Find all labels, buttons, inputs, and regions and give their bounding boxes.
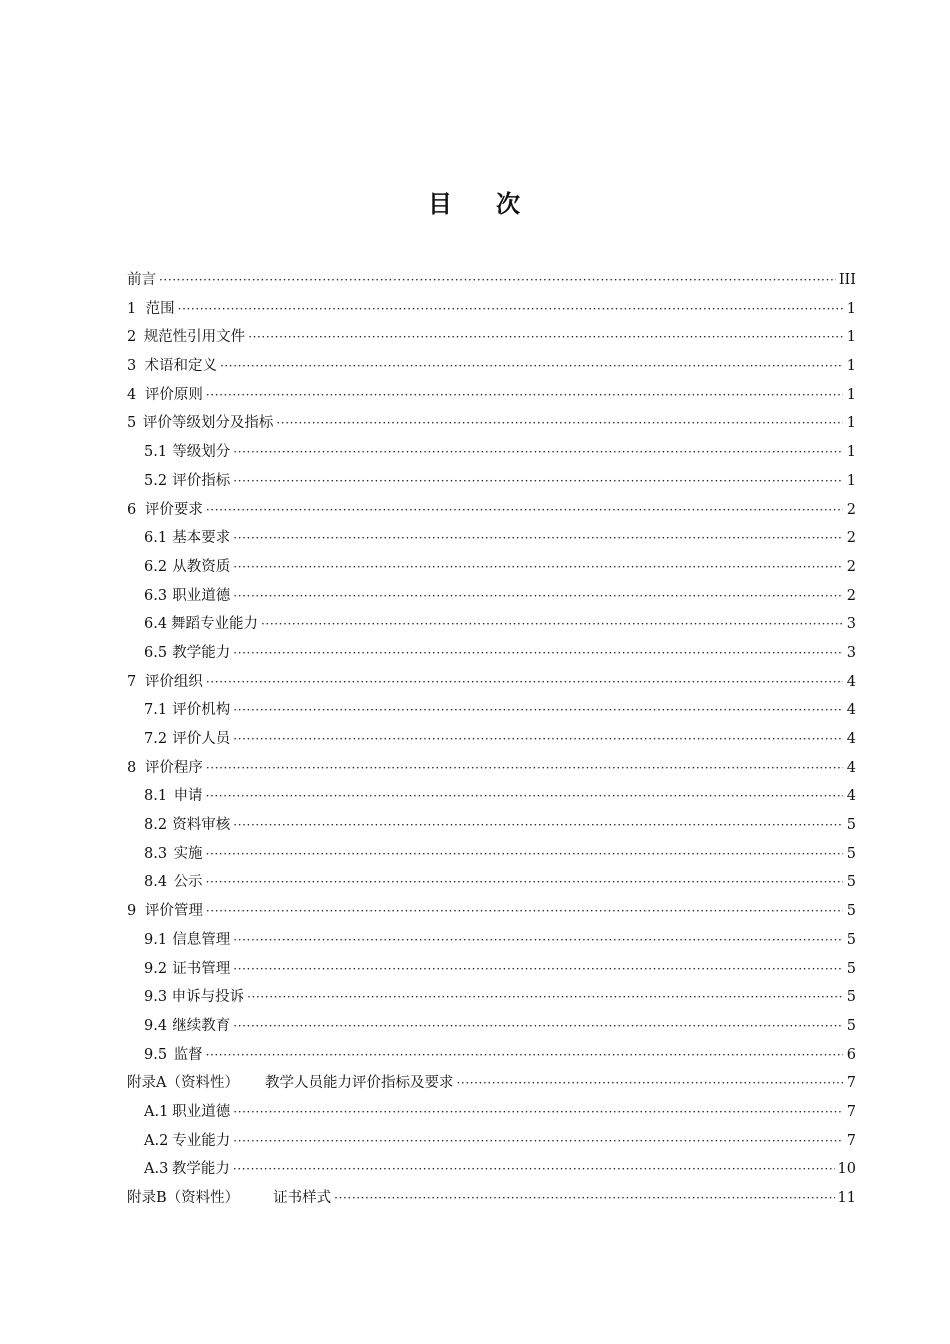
toc-entry-label: 申诉与投诉 (171, 989, 245, 1006)
toc-entry-label: 评价机构 (172, 702, 231, 719)
toc-entry-label: 信息管理 (172, 931, 231, 948)
toc-entry-label: 评价要求 (144, 501, 203, 518)
toc-entry-number: 6.2 (144, 558, 168, 575)
toc-entry-number: 附录B（资料性） (127, 1190, 240, 1206)
toc-leader-dots (276, 409, 843, 438)
toc-entry-page: 2 (846, 530, 856, 547)
toc-leader-dots (206, 754, 843, 783)
toc-leader-dots (233, 1155, 835, 1184)
toc-entry-page: 5 (846, 845, 856, 862)
toc-entry[interactable] (127, 295, 857, 324)
toc-entry-number: 3 (127, 358, 137, 375)
toc-entry[interactable] (127, 1184, 857, 1213)
toc-entry[interactable] (127, 983, 857, 1012)
toc-entry-page: 4 (846, 731, 856, 747)
toc-entry-number: 5 (127, 415, 137, 432)
toc-entry[interactable] (127, 1127, 857, 1156)
toc-entry-label: 评价原则 (144, 386, 203, 403)
toc-entry-number: 6.1 (144, 530, 168, 547)
toc-entry[interactable] (127, 553, 857, 582)
toc-entry-label: 证书管理 (172, 960, 231, 977)
toc-entry-number: 6.4 (144, 616, 168, 633)
toc-entry-number: 9.4 (144, 1017, 168, 1034)
toc-entry-page: 2 (846, 587, 856, 604)
toc-leader-dots (233, 811, 843, 840)
page-title-part1: 目 (428, 190, 454, 218)
toc-entry-label: 监督 (173, 1046, 203, 1063)
toc-entry-label: 评价管理 (144, 903, 203, 920)
toc-entry-number: 7.1 (144, 702, 168, 719)
page-title (0, 186, 950, 222)
toc-entry-label: 公示 (173, 874, 203, 891)
toc-entry-label: 规范性引用文件 (143, 329, 246, 346)
toc-entry-number: A.1 (144, 1103, 169, 1120)
toc-leader-dots (233, 438, 843, 467)
toc-entry-number: 9.1 (144, 931, 168, 948)
toc-leader-dots (261, 610, 843, 639)
toc-entry-page: 1 (846, 386, 856, 403)
toc-entry[interactable] (127, 897, 857, 926)
toc-leader-dots (334, 1184, 834, 1213)
toc-entry-label: 教学能力 (171, 1161, 230, 1178)
toc-entry-page: 3 (846, 644, 856, 661)
toc-entry-number: 6 (127, 501, 137, 518)
toc-leader-dots (178, 295, 843, 324)
toc-entry-page: 5 (846, 1017, 856, 1034)
toc-leader-dots (206, 381, 843, 410)
toc-entry[interactable] (127, 668, 857, 697)
toc-entry-label: 职业道德 (172, 1103, 231, 1120)
toc-entry[interactable] (127, 582, 857, 611)
toc-entry-number: 6.3 (144, 587, 168, 604)
toc-entry[interactable] (127, 639, 857, 668)
toc-entry-page: 1 (846, 472, 856, 489)
toc-entry-label: 范围 (145, 300, 175, 317)
toc-leader-dots (248, 323, 843, 352)
toc-entry-page: 5 (846, 960, 856, 977)
toc-entry[interactable] (127, 1012, 857, 1041)
toc-leader-dots (233, 926, 843, 955)
toc-entry-page: 5 (846, 931, 856, 948)
toc-entry[interactable] (127, 926, 857, 955)
toc-entry-number: 9.3 (144, 989, 168, 1006)
toc-entry[interactable] (127, 266, 857, 295)
toc-entry[interactable] (127, 811, 857, 840)
toc-entry[interactable] (127, 696, 857, 725)
toc-entry[interactable] (127, 352, 857, 381)
toc-entry-number: 8.2 (144, 817, 168, 834)
toc-entry-label: 评价等级划分及指标 (142, 415, 274, 432)
toc-leader-dots (233, 1098, 843, 1127)
toc-entry-page: 4 (846, 702, 856, 719)
toc-entry-number: 8.4 (144, 874, 168, 891)
toc-entry-page: 1 (846, 415, 856, 432)
toc-entry[interactable] (127, 467, 857, 496)
toc-entry-label: 教学人员能力评价指标及要求 (264, 1075, 454, 1092)
toc-leader-dots (233, 524, 843, 553)
toc-entry-label: 从教资质 (172, 558, 231, 575)
table-of-contents (127, 266, 857, 1213)
toc-leader-dots (206, 496, 843, 525)
toc-entry-number: 8.3 (144, 845, 168, 862)
toc-entry-page: 5 (846, 903, 856, 920)
toc-entry-label: 申请 (173, 788, 203, 805)
toc-entry-page: 4 (846, 788, 856, 805)
toc-entry-number: 6.5 (144, 644, 168, 661)
toc-entry-page: 3 (846, 616, 856, 633)
toc-entry-page: 2 (846, 501, 856, 518)
toc-leader-dots (206, 668, 843, 697)
toc-entry[interactable] (127, 840, 857, 869)
toc-entry-page: III (838, 272, 856, 288)
toc-entry-number: 7 (127, 673, 137, 690)
toc-leader-dots (159, 266, 836, 295)
toc-entry-page: 6 (846, 1046, 856, 1063)
toc-entry-number: 9.5 (144, 1046, 168, 1063)
toc-entry[interactable] (127, 438, 857, 467)
toc-leader-dots (233, 725, 843, 754)
toc-entry[interactable] (127, 1069, 857, 1098)
toc-entry-page: 5 (846, 874, 856, 891)
toc-entry-number: 5.1 (144, 444, 168, 461)
toc-entry[interactable] (127, 610, 857, 639)
toc-entry-number: 4 (127, 386, 137, 403)
toc-entry-page: 7 (846, 1075, 856, 1092)
toc-entry[interactable] (127, 955, 857, 984)
toc-entry[interactable] (127, 409, 857, 438)
toc-leader-dots (233, 582, 843, 611)
toc-entry-label: 评价程序 (144, 759, 203, 776)
toc-entry-label: 职业道德 (172, 587, 231, 604)
toc-leader-dots (206, 1041, 843, 1070)
toc-entry-page: 2 (846, 558, 856, 575)
toc-entry-number: 2 (127, 329, 137, 346)
toc-entry[interactable] (127, 782, 857, 811)
toc-entry[interactable] (127, 496, 857, 525)
toc-entry-number: A.3 (144, 1161, 169, 1178)
toc-entry-page: 1 (846, 444, 856, 461)
toc-entry[interactable] (127, 1041, 857, 1070)
toc-entry-page: 5 (846, 989, 856, 1006)
toc-entry-page: 7 (846, 1132, 856, 1149)
toc-entry[interactable] (127, 524, 857, 553)
toc-entry-page: 10 (837, 1161, 856, 1178)
toc-entry[interactable] (127, 381, 857, 410)
toc-entry-page: 1 (846, 329, 856, 346)
toc-entry[interactable] (127, 868, 857, 897)
toc-entry-label: 等级划分 (172, 444, 231, 461)
toc-entry-page: 4 (846, 759, 856, 776)
toc-entry-page: 5 (846, 817, 856, 834)
toc-leader-dots (206, 897, 843, 926)
toc-entry-number: 9 (127, 903, 137, 920)
toc-entry[interactable] (127, 725, 857, 754)
toc-entry-number: 附录A（资料性） (127, 1075, 239, 1092)
toc-entry-number: A.2 (144, 1132, 169, 1149)
toc-entry-label: 教学能力 (172, 644, 231, 661)
toc-entry-page: 7 (846, 1103, 856, 1120)
toc-leader-dots (456, 1069, 843, 1098)
toc-leader-dots (206, 840, 843, 869)
toc-entry-page: 1 (846, 300, 856, 317)
toc-entry-label: 评价组织 (144, 673, 203, 690)
toc-leader-dots (233, 467, 843, 496)
page-title-part2: 次 (496, 190, 522, 218)
toc-entry-page: 1 (846, 358, 856, 375)
toc-entry-label: 舞蹈专业能力 (171, 616, 258, 633)
toc-entry-number: 1 (127, 300, 137, 317)
toc-leader-dots (233, 1012, 843, 1041)
toc-entry-label: 证书样式 (273, 1190, 332, 1206)
toc-entry[interactable] (127, 323, 857, 352)
toc-entry-label: 基本要求 (172, 530, 231, 547)
toc-entry-label: 术语和定义 (144, 358, 217, 375)
toc-entry-number: 5.2 (144, 472, 168, 489)
toc-entry-label: 评价人员 (172, 731, 231, 747)
toc-leader-dots (206, 782, 843, 811)
toc-leader-dots (233, 553, 843, 582)
toc-entry-label: 继续教育 (172, 1017, 231, 1034)
toc-entry[interactable] (127, 754, 857, 783)
toc-leader-dots (206, 868, 843, 897)
toc-leader-dots (233, 696, 843, 725)
toc-leader-dots (233, 639, 843, 668)
toc-entry-label: 评价指标 (172, 472, 231, 489)
toc-entry[interactable] (127, 1155, 857, 1184)
toc-entry-page: 4 (846, 673, 856, 690)
toc-entry-number: 8 (127, 759, 137, 776)
toc-leader-dots (220, 352, 843, 381)
toc-entry-label: 实施 (173, 845, 203, 862)
toc-entry-label: 前言 (127, 272, 156, 288)
toc-entry-number: 9.2 (144, 960, 168, 977)
toc-entry-number: 8.1 (144, 788, 168, 805)
toc-leader-dots (247, 983, 843, 1012)
toc-leader-dots (233, 1127, 843, 1156)
toc-leader-dots (233, 955, 843, 984)
toc-entry-label: 资料审核 (172, 817, 231, 834)
toc-entry-number: 7.2 (144, 731, 168, 747)
toc-entry-page: 11 (837, 1190, 856, 1206)
toc-entry-label: 专业能力 (172, 1132, 231, 1149)
toc-entry[interactable] (127, 1098, 857, 1127)
